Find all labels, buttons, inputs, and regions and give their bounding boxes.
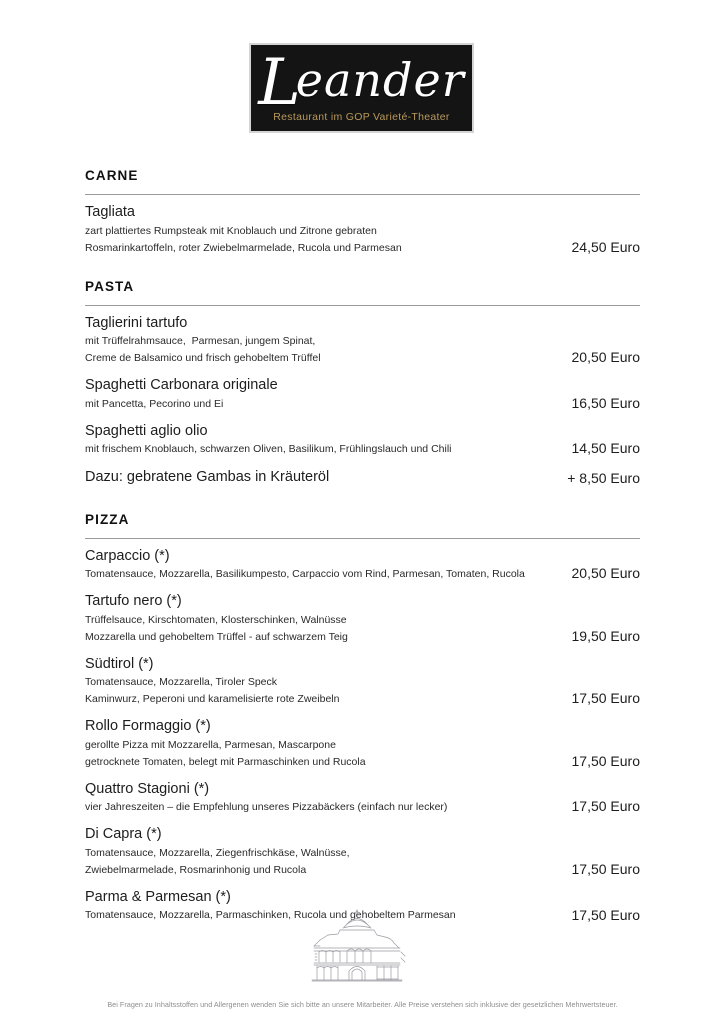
menu-item-text <box>85 467 549 487</box>
logo-subtitle: Restaurant im GOP Varieté-Theater <box>273 111 450 123</box>
menu-body <box>85 168 640 933</box>
menu-item <box>85 467 640 487</box>
menu-item-name: Tagliata <box>85 204 135 220</box>
menu-section-pasta <box>85 279 640 488</box>
menu-item-name: Spaghetti Carbonara originale <box>85 377 278 394</box>
menu-section-pizza <box>85 512 640 925</box>
menu-item-description: gerollte Pizza mit Mozzarella, Parmesan, Mascarpone getrocknete Tomaten, belegt mit Parmaschinken und Rucola <box>85 738 366 768</box>
menu-item-text <box>85 314 554 368</box>
restaurant-logo <box>249 43 474 133</box>
menu-item-text <box>85 203 554 257</box>
menu-item-text <box>85 376 554 413</box>
menu-item-name: Quattro Stagioni (*) <box>85 780 210 797</box>
section-divider <box>85 538 640 539</box>
menu-item-description: Tomatensauce, Mozzarella, Basilikumpesto, Carpaccio vom Rind, Parmesan, Tomaten, Rucola <box>85 568 525 581</box>
menu-item <box>85 376 640 413</box>
menu-item-text <box>85 655 554 709</box>
menu-item-name: Tartufo nero (*) <box>85 593 182 610</box>
menu-item-text <box>85 592 554 646</box>
section-heading: CARNE <box>85 168 139 183</box>
menu-item-description: vier Jahreszeiten – die Empfehlung unseres Pizzabäckers (einfach nur lecker) <box>85 801 448 814</box>
menu-item <box>85 780 640 817</box>
menu-item-name: Spaghetti aglio olio <box>85 422 208 439</box>
section-divider <box>85 305 640 306</box>
menu-item-name: Di Capra (*) <box>85 826 162 843</box>
menu-item-price: + 8,50 Euro <box>567 469 640 486</box>
menu-item-price: 20,50 Euro <box>571 349 640 366</box>
menu-section-carne <box>85 168 640 257</box>
section-heading: PASTA <box>85 278 135 294</box>
menu-item-text <box>85 825 554 879</box>
menu-item-text <box>85 717 554 771</box>
menu-item-name: Parma & Parmesan (*) <box>85 888 231 905</box>
menu-item-price: 17,50 Euro <box>571 752 640 769</box>
menu-item-price: 20,50 Euro <box>571 565 640 582</box>
menu-item <box>85 825 640 879</box>
menu-item-price: 16,50 Euro <box>571 394 640 411</box>
menu-item-name: Südtirol (*) <box>85 655 154 672</box>
menu-item-text <box>85 422 554 459</box>
menu-item-name: Dazu: gebratene Gambas in Kräuteröl <box>85 469 330 486</box>
logo-initial: L <box>258 46 302 120</box>
menu-item-description: Tomatensauce, Mozzarella, Tiroler Speck Kaminwurz, Peperoni und karamelisierte rote Zweibeln <box>85 676 340 706</box>
menu-item-price: 24,50 Euro <box>571 238 640 255</box>
menu-item-description: mit frischem Knoblauch, schwarzen Oliven, Basilikum, Frühlingslauch und Chili <box>85 443 452 456</box>
menu-item-price: 17,50 Euro <box>571 861 640 878</box>
menu-item-description: mit Trüffelrahmsauce, Parmesan, jungem Spinat, Creme de Balsamico und frisch gehobeltem Trüffel <box>85 335 321 365</box>
menu-item-text <box>85 547 554 584</box>
menu-item <box>85 203 640 257</box>
menu-item-price: 17,50 Euro <box>571 798 640 815</box>
menu-item-description: Trüffelsauce, Kirschtomaten, Klosterschinken, Walnüsse Mozzarella und gehobeltem Trüffel - auf schwarzem Teig <box>85 613 348 643</box>
menu-item-text <box>85 780 554 817</box>
menu-item-description: zart plattiertes Rumpsteak mit Knoblauch und Zitrone gebraten Rosmarinkartoffeln, roter Zwiebelmarmelade, Rucola und Parmesan <box>85 224 402 254</box>
menu-item-description: Tomatensauce, Mozzarella, Parmaschinken, Rucola und gehobeltem Parmesan <box>85 909 456 922</box>
menu-item <box>85 717 640 771</box>
menu-item-name: Taglierini tartufo <box>85 314 188 331</box>
menu-item <box>85 655 640 709</box>
section-divider <box>85 194 640 195</box>
menu-item-description: Tomatensauce, Mozzarella, Ziegenfrischkäse, Walnüsse, Zwiebelmarmelade, Rosmarinhonig und Rucola <box>85 846 350 876</box>
logo-wordmark-rest: eander <box>295 53 465 107</box>
menu-item <box>85 547 640 584</box>
menu-item-name: Rollo Formaggio (*) <box>85 718 211 735</box>
menu-item-price: 14,50 Euro <box>571 440 640 457</box>
menu-item-description: mit Pancetta, Pecorino und Ei <box>85 397 224 410</box>
menu-item <box>85 592 640 646</box>
menu-item <box>85 422 640 459</box>
theater-building-sketch-icon <box>295 908 420 982</box>
menu-item-price: 17,50 Euro <box>571 906 640 923</box>
menu-item <box>85 314 640 368</box>
allergen-disclaimer: Bei Fragen zu Inhaltsstoffen und Allergenen wenden Sie sich bitte an unsere Mitarbeiter. Alle Preise verstehen sich inklusive der gesetzlichen Mehrwertsteuer. <box>107 1000 618 1009</box>
menu-item-name: Carpaccio (*) <box>85 547 170 564</box>
menu-item-price: 19,50 Euro <box>571 627 640 644</box>
section-heading: PIZZA <box>85 511 130 527</box>
menu-item-price: 17,50 Euro <box>571 690 640 707</box>
